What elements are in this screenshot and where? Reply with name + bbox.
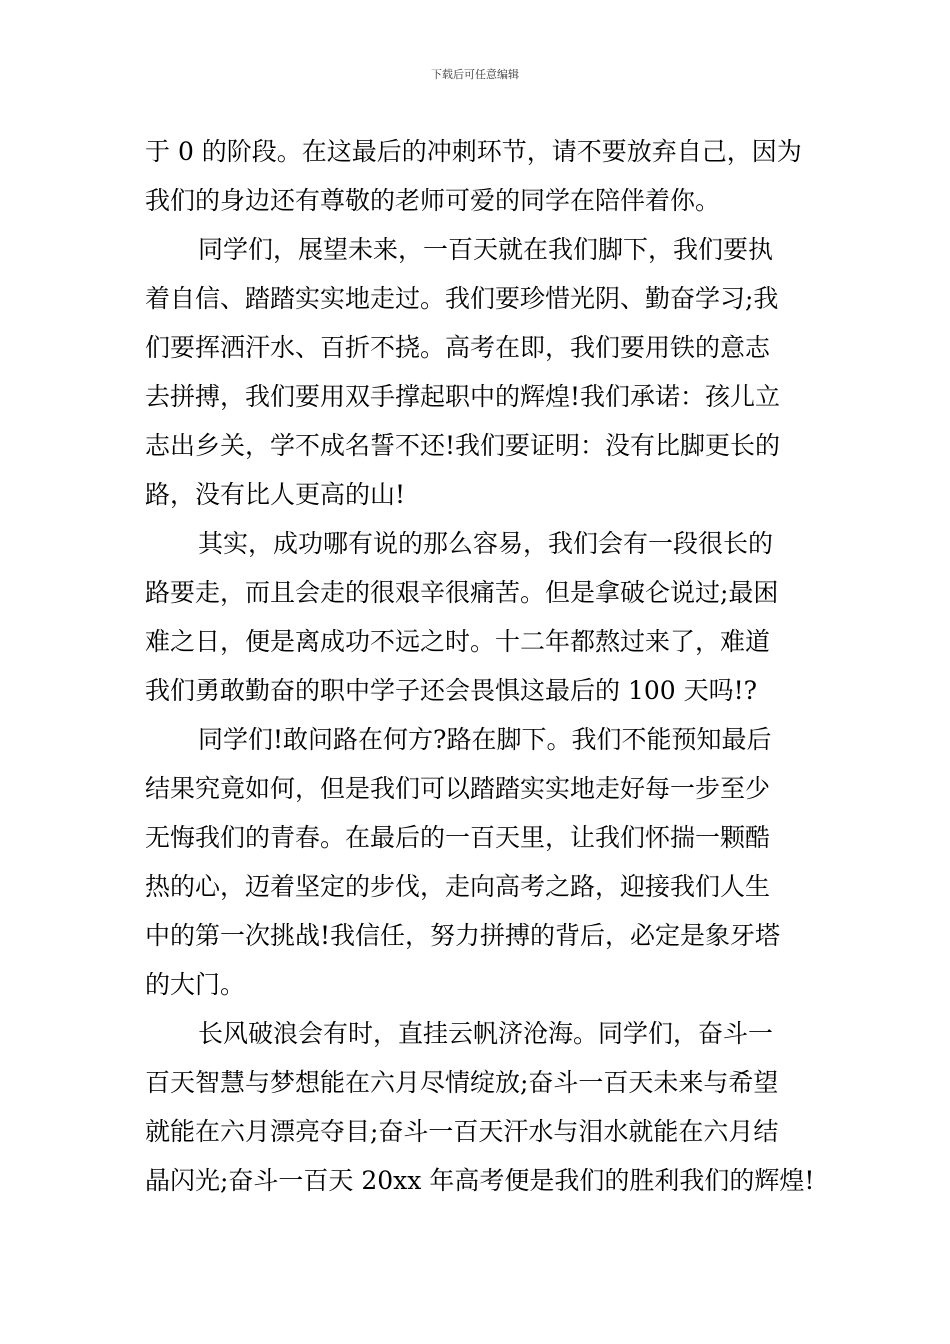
text-line: 去拼搏，我们要用双手撑起职中的辉煌!我们承诺：孩儿立 [145, 382, 781, 411]
text-line: 同学们!敢问路在何方?路在脚下。我们不能预知最后 [198, 725, 772, 754]
text-line: 着自信、踏踏实实地走过。我们要珍惜光阴、勤奋学习;我 [145, 284, 779, 313]
paragraph [145, 715, 810, 1009]
text-line: 我们的身边还有尊敬的老师可爱的同学在陪伴着你。 [145, 186, 721, 215]
text-line: 中的第一次挑战!我信任，努力拼搏的背后，必定是象牙塔 [145, 921, 781, 950]
text-line: 无悔我们的青春。在最后的一百天里，让我们怀揣一颗酷 [145, 823, 771, 852]
document-body [145, 127, 815, 1205]
text-line: 百天智慧与梦想能在六月尽情绽放;奋斗一百天未来与希望 [145, 1068, 779, 1097]
text-line: 就能在六月漂亮夺目;奋斗一百天汗水与泪水就能在六月结 [145, 1117, 779, 1146]
text-line: 结果究竟如何，但是我们可以踏踏实实地走好每一步至少 [145, 774, 771, 803]
text-line: 我们勇敢勤奋的职中学子还会畏惧这最后的 100 天吗!? [145, 676, 758, 705]
text-line: 同学们，展望未来，一百天就在我们脚下，我们要执 [198, 235, 774, 264]
text-line: 长风破浪会有时，直挂云帆济沧海。同学们，奋斗一 [198, 1019, 774, 1048]
text-line: 们要挥洒汗水、百折不挠。高考在即，我们要用铁的意志 [145, 333, 771, 362]
text-line: 其实，成功哪有说的那么容易，我们会有一段很长的 [198, 529, 774, 558]
page-header: 下载后可任意编辑 [431, 68, 519, 81]
paragraph [145, 127, 810, 225]
text-line: 难之日，便是离成功不远之时。十二年都熬过来了，难道 [145, 627, 771, 656]
text-line: 志出乡关，学不成名誓不还!我们要证明：没有比脚更长的 [145, 431, 781, 460]
paragraph [145, 1009, 815, 1205]
text-line: 路要走，而且会走的很艰辛很痛苦。但是拿破仑说过;最困 [145, 578, 779, 607]
paragraph [145, 225, 810, 519]
text-line: 于 0 的阶段。在这最后的冲刺环节，请不要放弃自己，因为 [145, 137, 802, 166]
text-line: 路，没有比人更高的山! [145, 480, 406, 509]
text-line: 的大门。 [145, 970, 246, 999]
text-line: 热的心，迈着坚定的步伐，走向高考之路，迎接我们人生 [145, 872, 771, 901]
paragraph [145, 519, 810, 715]
text-line: 晶闪光;奋斗一百天 20xx 年高考便是我们的胜利我们的辉煌! [145, 1166, 815, 1195]
